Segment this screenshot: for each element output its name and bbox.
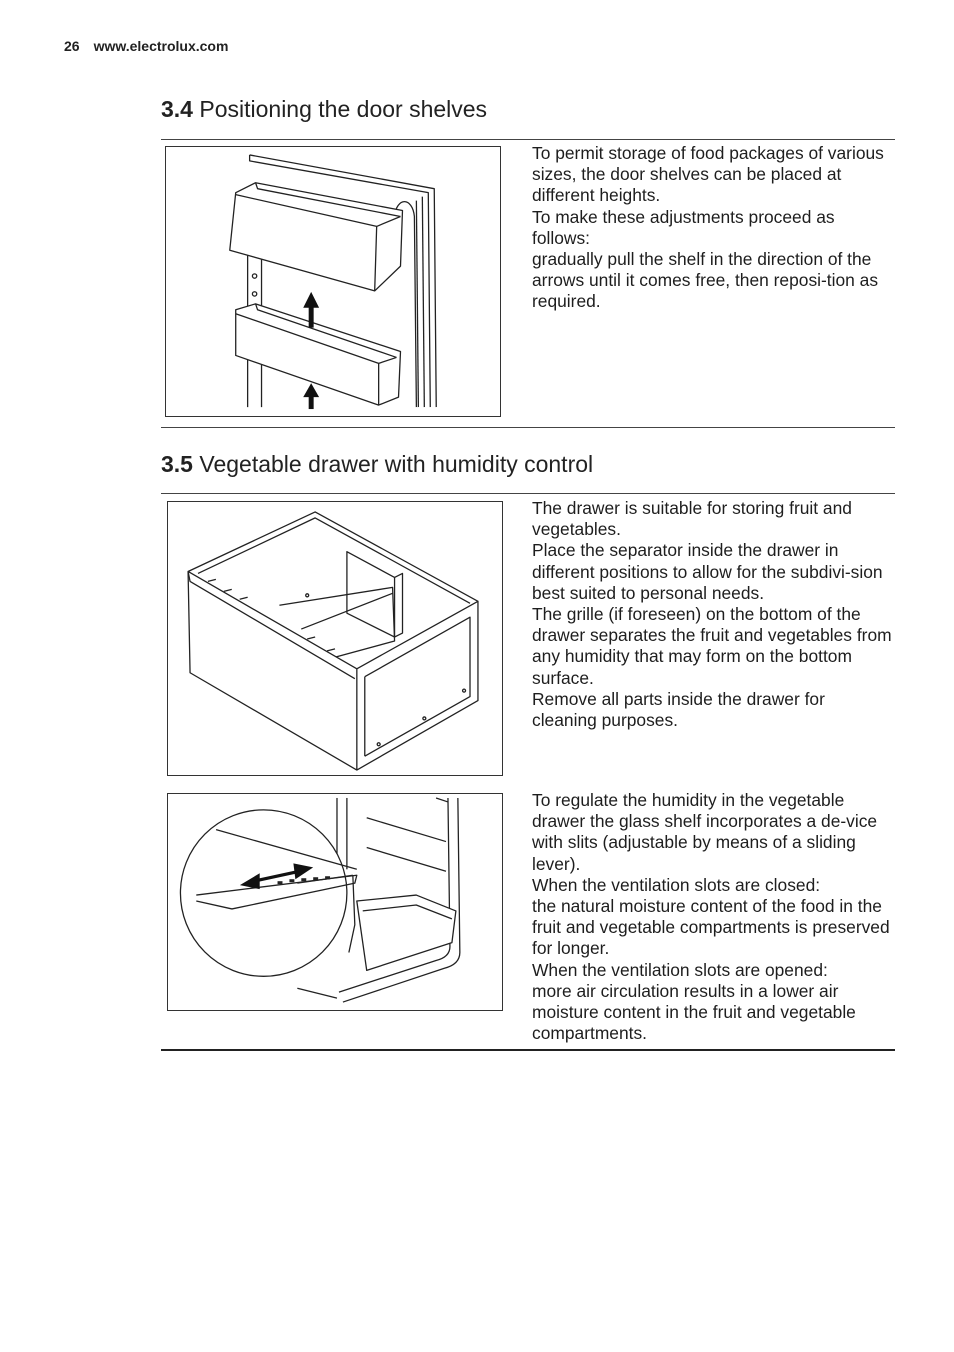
- humidity-control-drawing: [168, 794, 502, 1010]
- vegetable-drawer-illustration: [167, 501, 503, 776]
- section-title-text: Vegetable drawer with humidity control: [199, 451, 594, 477]
- section-number: 3.5: [161, 451, 193, 477]
- section-divider: [161, 493, 895, 494]
- paragraph: gradually pull the shelf in the direction of the arrows until it comes free, then reposi-tion as required.: [532, 249, 879, 312]
- section-divider: [161, 139, 895, 140]
- section-title-text: Positioning the door shelves: [199, 96, 488, 122]
- section-title-3-4: [161, 96, 487, 123]
- paragraph: To permit storage of food packages of various sizes, the door shelves can be placed at different heights.: [532, 143, 884, 206]
- humidity-control-illustration: [167, 793, 503, 1011]
- paragraph: When the ventilation slots are opened:: [532, 959, 828, 980]
- paragraph: To regulate the humidity in the vegetable drawer the glass shelf incorporates a de-vice with slits (adjustable by means of a sliding lever).: [532, 790, 878, 874]
- website-link[interactable]: www.electrolux.com: [93, 38, 229, 54]
- door-shelves-drawing: [166, 147, 500, 416]
- section-end-rule: [161, 1049, 895, 1051]
- door-shelves-illustration: [165, 146, 501, 417]
- paragraph: more air circulation results in a lower air moisture content in the fruit and vegetable compartments.: [532, 980, 856, 1044]
- section-number: 3.4: [161, 96, 193, 122]
- page-number: 26: [64, 38, 80, 54]
- vegetable-drawer-text: [532, 498, 892, 731]
- paragraph: The grille (if foreseen) on the bottom of the drawer separates the fruit and vegetables from any humidity that may form on the bottom surface.: [532, 604, 892, 688]
- humidity-control-text: [532, 790, 892, 1044]
- paragraph: the natural moisture content of the food in the fruit and vegetable compartments is preserved for longer.: [532, 896, 890, 959]
- section-divider: [161, 427, 895, 428]
- door-shelves-text: [532, 143, 892, 313]
- paragraph: When the ventilation slots are closed:: [532, 874, 821, 895]
- paragraph: Place the separator inside the drawer in different positions to allow for the subdivi-sion best suited to personal needs.: [532, 540, 883, 603]
- paragraph: To make these adjustments proceed as follows:: [532, 206, 835, 248]
- section-title-3-5: [161, 451, 593, 478]
- vegetable-drawer-drawing: [168, 502, 502, 775]
- page-header: [64, 38, 228, 54]
- paragraph: Remove all parts inside the drawer for cleaning purposes.: [532, 688, 825, 731]
- paragraph: The drawer is suitable for storing fruit and vegetables.: [532, 498, 852, 540]
